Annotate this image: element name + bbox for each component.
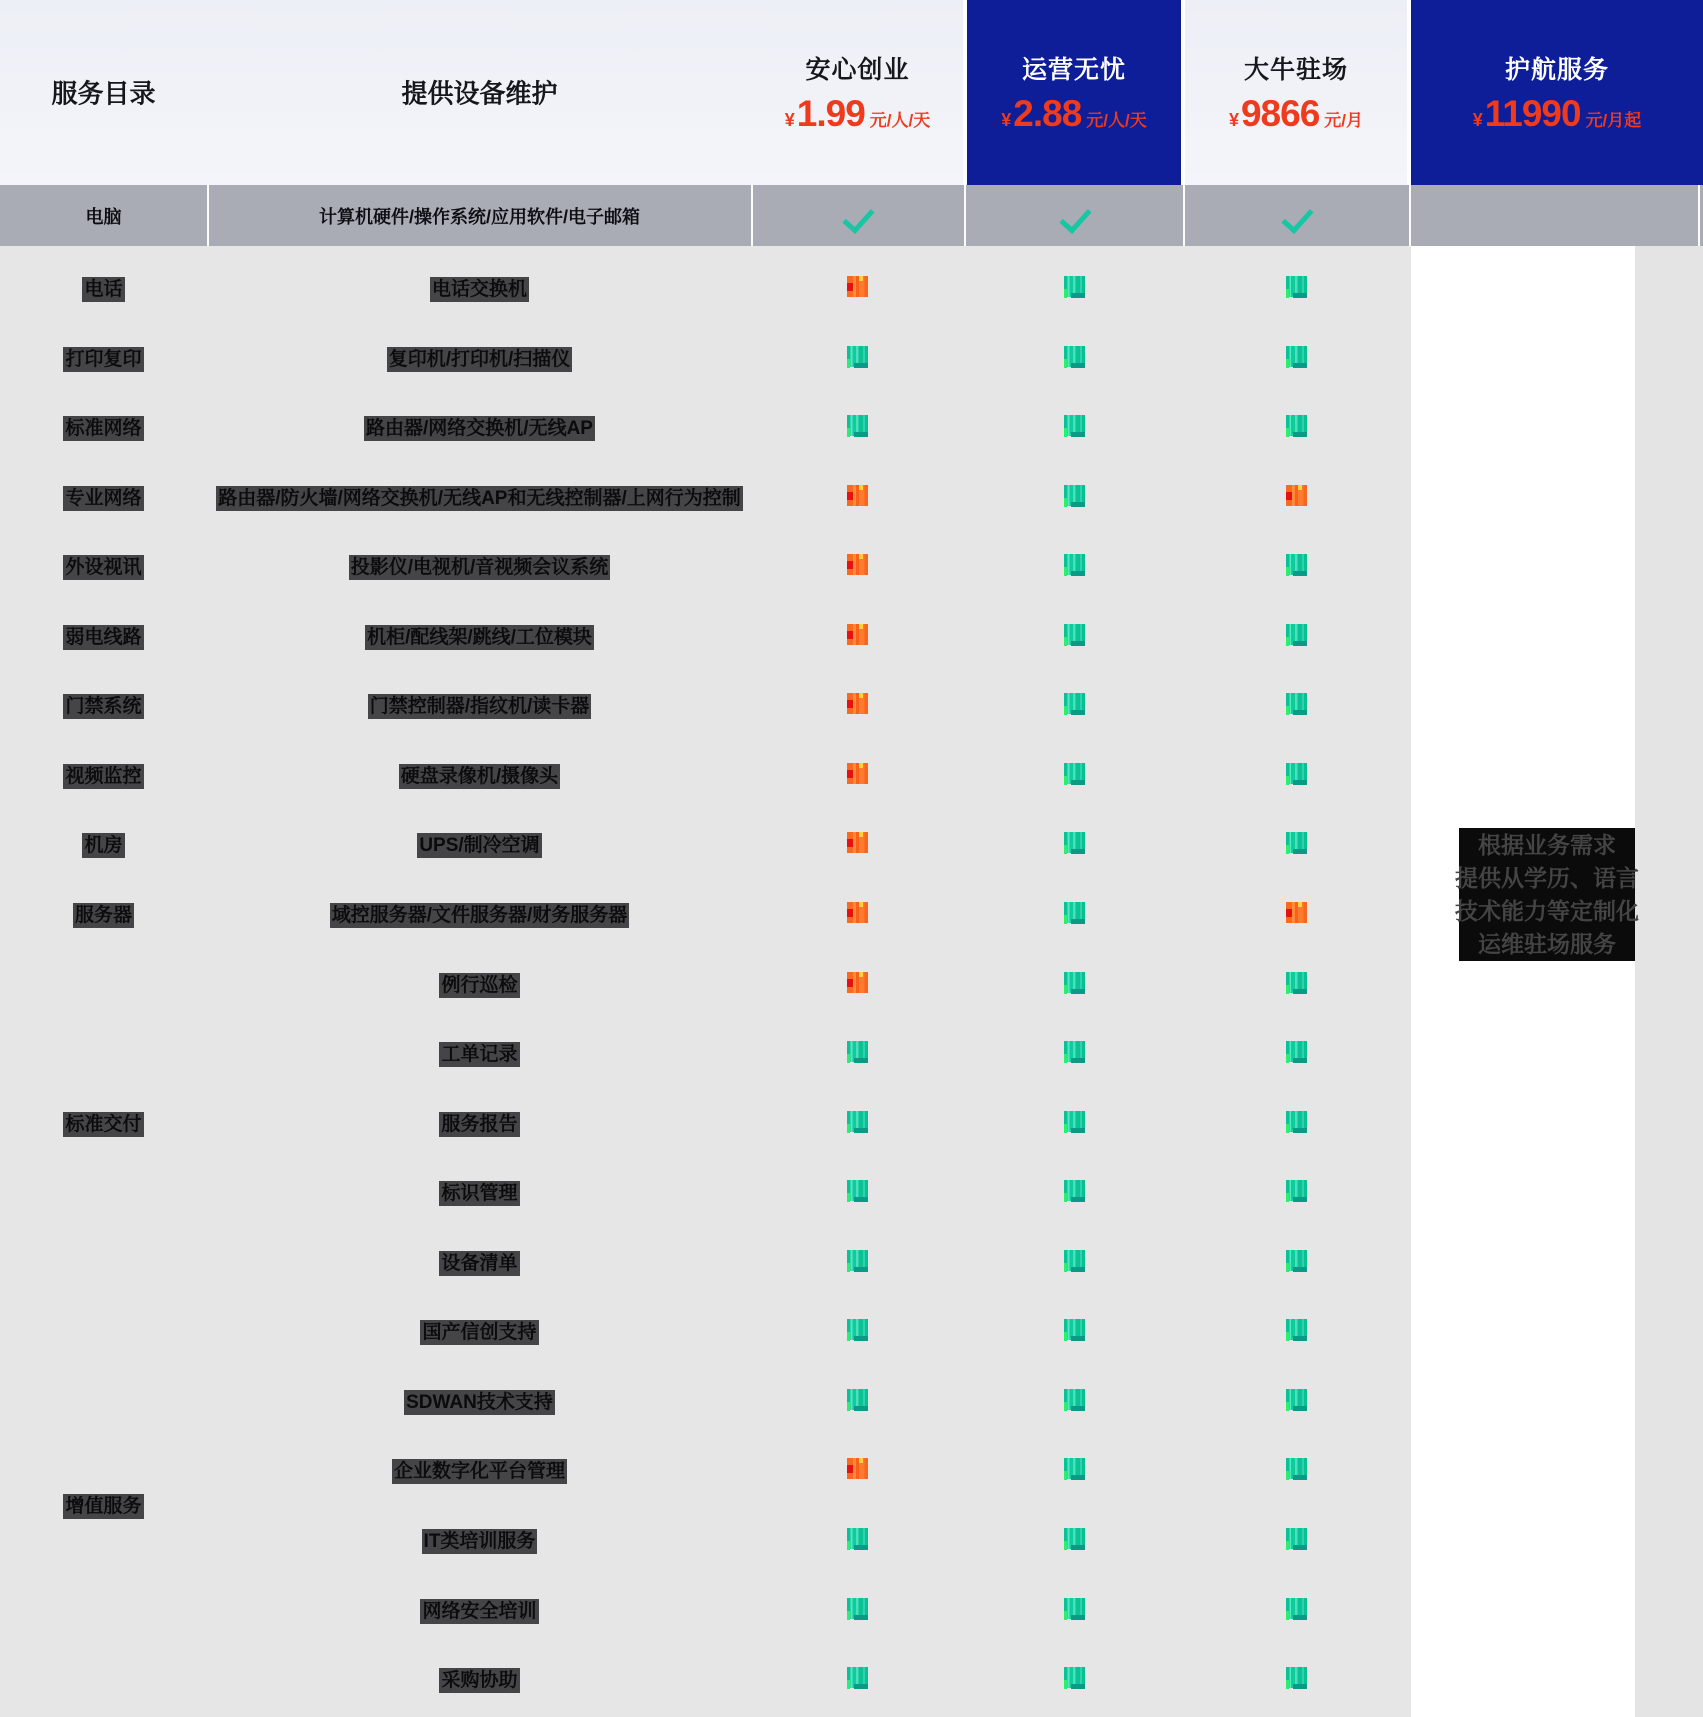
table-row: [0, 881, 1703, 951]
check-icon: [1286, 1180, 1307, 1201]
description-text: 复印机/打印机/扫描仪: [388, 348, 571, 370]
check-icon: [1286, 1458, 1307, 1479]
currency-symbol: ¥: [1228, 110, 1239, 131]
check-icon: [1064, 1458, 1085, 1479]
row-group-label: [0, 1114, 207, 1136]
plan-card-daniuzhuchang[interactable]: [1185, 0, 1407, 185]
category-label: [0, 557, 207, 579]
column-header-equipment-maintenance: 提供设备维护: [401, 78, 558, 109]
description-text: UPS/制冷空调: [419, 835, 540, 857]
check-icon: [1286, 1111, 1307, 1132]
check-icon: [1286, 1528, 1307, 1549]
equipment-description: [207, 1392, 752, 1414]
note-line: 技术能力等定制化: [1455, 897, 1639, 924]
plan-price: [752, 93, 963, 135]
equipment-description: [207, 835, 752, 857]
equipment-description: [207, 488, 752, 510]
table-row: [0, 1020, 1703, 1090]
table-row: [0, 812, 1703, 882]
check-icon: [847, 1041, 868, 1062]
price-amount: 9866: [1240, 93, 1320, 135]
equipment-description: [207, 557, 752, 579]
check-icon: [1064, 485, 1085, 506]
price-unit: 元/月起: [1585, 111, 1642, 131]
table-row: [0, 1646, 1703, 1716]
equipment-description: 计算机硬件/操作系统/应用软件/电子邮箱: [318, 206, 640, 227]
category-text: 外设视讯: [65, 557, 142, 579]
check-icon: [1064, 763, 1085, 784]
price-unit: 元/人/天: [869, 111, 931, 131]
check-icon: [1286, 1250, 1307, 1271]
equipment-description: [207, 1183, 752, 1205]
category-label: [0, 766, 207, 788]
cross-icon: [847, 693, 868, 714]
description-text: 机柜/配线架/跳线/工位模块: [367, 626, 592, 648]
table-row: [0, 1368, 1703, 1438]
check-icon: [1286, 276, 1307, 297]
description-text: 硬盘录像机/摄像头: [400, 765, 559, 787]
check-icon: [1286, 832, 1307, 853]
note-line: 根据业务需求: [1478, 831, 1616, 858]
check-icon: [1064, 693, 1085, 714]
column-divider: [1698, 185, 1700, 246]
check-icon: [1064, 1041, 1085, 1062]
equipment-description: [207, 1044, 752, 1066]
check-icon: [847, 1319, 868, 1340]
check-icon: [1286, 972, 1307, 993]
table-row: [0, 1438, 1703, 1508]
cross-icon: [847, 902, 868, 923]
check-icon: [1064, 1598, 1085, 1619]
category-text: 服务器: [74, 905, 132, 927]
column-divider: [964, 185, 966, 246]
description-text: 域控服务器/文件服务器/财务服务器: [331, 905, 628, 927]
category-label: [0, 905, 207, 927]
check-icon: [1064, 1111, 1085, 1132]
category-label: [0, 488, 207, 510]
plan-price: [1411, 93, 1703, 135]
price-amount: 2.88: [1013, 93, 1082, 135]
cross-icon: [847, 832, 868, 853]
description-text: 服务报告: [441, 1113, 518, 1135]
equipment-description: [207, 1461, 752, 1483]
table-row: [0, 1299, 1703, 1369]
category-text: 电话: [84, 279, 123, 301]
equipment-description: [207, 905, 752, 927]
check-icon: [1064, 1180, 1085, 1201]
equipment-description: [207, 418, 752, 440]
check-icon: [842, 201, 874, 234]
plan-card-huhangfuwu[interactable]: [1411, 0, 1703, 185]
equipment-description: [207, 1253, 752, 1275]
check-icon: [847, 415, 868, 436]
check-icon: [847, 1180, 868, 1201]
table-row: [0, 673, 1703, 743]
description-text: 设备清单: [441, 1252, 518, 1274]
table-row: [0, 1159, 1703, 1229]
cross-icon: [847, 763, 868, 784]
check-icon: [1286, 1041, 1307, 1062]
table-row: [0, 1090, 1703, 1160]
equipment-description: [207, 627, 752, 649]
check-icon: [1064, 832, 1085, 853]
check-icon: [1064, 1389, 1085, 1410]
cross-icon: [1286, 485, 1307, 506]
category-label: [0, 627, 207, 649]
category-label: [0, 696, 207, 718]
price-amount: 1.99: [796, 93, 865, 135]
check-icon: [847, 1111, 868, 1132]
table-row: [0, 255, 1703, 325]
currency-symbol: ¥: [784, 110, 795, 131]
equipment-description: [207, 1322, 752, 1344]
equipment-description: [207, 349, 752, 371]
equipment-description: [207, 696, 752, 718]
category-label: [0, 349, 207, 371]
check-icon: [847, 1528, 868, 1549]
check-icon: [1286, 693, 1307, 714]
cross-icon: [847, 972, 868, 993]
description-text: 门禁控制器/指纹机/读卡器: [369, 696, 590, 718]
table-row: [0, 951, 1703, 1021]
check-icon: [847, 1667, 868, 1688]
check-icon: [1064, 554, 1085, 575]
table-row: [0, 1229, 1703, 1299]
group-label-text: 增值服务: [65, 1496, 142, 1518]
description-text: 路由器/防火墙/网络交换机/无线AP和无线控制器/上网行为控制: [218, 487, 741, 509]
check-icon: [1281, 201, 1313, 234]
price-amount: 11990: [1484, 93, 1581, 135]
check-icon: [847, 346, 868, 367]
equipment-description: [207, 1670, 752, 1692]
category-label: [0, 835, 207, 857]
table-header: [0, 0, 1703, 185]
check-icon: [847, 1389, 868, 1410]
cross-icon: [847, 624, 868, 645]
cross-icon: [847, 485, 868, 506]
check-icon: [1286, 346, 1307, 367]
check-icon: [1064, 346, 1085, 367]
cross-icon: [1286, 902, 1307, 923]
category-text: 门禁系统: [65, 696, 142, 718]
check-icon: [847, 1598, 868, 1619]
check-icon: [1064, 1319, 1085, 1340]
check-icon: [1059, 201, 1091, 234]
equipment-description: [207, 1114, 752, 1136]
column-divider: [1409, 185, 1411, 246]
description-text: 国产信创支持: [422, 1322, 537, 1344]
equipment-description: [207, 279, 752, 301]
check-icon: [1064, 972, 1085, 993]
column-header-service-catalog: 服务目录: [51, 78, 156, 109]
table-row: [0, 1507, 1703, 1577]
description-text: 电话交换机: [431, 279, 527, 301]
table-row: [0, 603, 1703, 673]
table-row: [0, 534, 1703, 604]
check-icon: [1064, 415, 1085, 436]
category-label: 电脑: [85, 206, 122, 227]
description-text: 工单记录: [441, 1044, 518, 1066]
plan-name: 大牛驻场: [1243, 56, 1348, 84]
description-text: SDWAN技术支持: [406, 1391, 553, 1413]
check-icon: [1286, 1389, 1307, 1410]
group-label-text: 标准交付: [65, 1113, 142, 1135]
table-row: [0, 742, 1703, 812]
currency-symbol: ¥: [1472, 110, 1483, 131]
cross-icon: [847, 276, 868, 297]
note-line: 运维驻场服务: [1478, 930, 1616, 957]
check-icon: [1286, 763, 1307, 784]
check-icon: [1064, 624, 1085, 645]
check-icon: [1286, 415, 1307, 436]
category-text: 机房: [84, 835, 123, 857]
check-icon: [1064, 1528, 1085, 1549]
cross-icon: [847, 1458, 868, 1479]
price-unit: 元/人/天: [1086, 111, 1147, 131]
equipment-description: [207, 1601, 752, 1623]
table-row: [0, 394, 1703, 464]
category-label: [0, 418, 207, 440]
category-text: 视频监控: [65, 765, 142, 787]
check-icon: [1064, 902, 1085, 923]
currency-symbol: ¥: [1001, 110, 1012, 131]
check-icon: [1286, 1319, 1307, 1340]
equipment-description: [207, 766, 752, 788]
plan-price: [967, 93, 1181, 135]
description-text: IT类培训服务: [423, 1530, 536, 1552]
check-icon: [1286, 1667, 1307, 1688]
check-icon: [1064, 1667, 1085, 1688]
equipment-description: [207, 975, 752, 997]
equipment-description: [207, 1531, 752, 1553]
cross-icon: [847, 554, 868, 575]
note-line: 提供从学历、语言: [1455, 864, 1639, 891]
plan-name: 安心创业: [805, 56, 910, 84]
category-text: 专业网络: [65, 487, 142, 509]
table-row: [0, 464, 1703, 534]
plan-card-anxinchuangye[interactable]: [752, 0, 963, 185]
description-text: 采购协助: [441, 1670, 518, 1692]
plan-price: [1185, 93, 1407, 135]
category-text: 弱电线路: [65, 626, 142, 648]
check-icon: [1064, 1250, 1085, 1271]
check-icon: [1286, 1598, 1307, 1619]
description-text: 企业数字化平台管理: [393, 1461, 565, 1483]
description-text: 网络安全培训: [422, 1600, 537, 1622]
check-icon: [847, 1250, 868, 1271]
table-body: [0, 246, 1703, 1717]
table-row: [0, 325, 1703, 395]
row-group-label: [0, 1496, 207, 1518]
category-label: [0, 279, 207, 301]
plan-name: 运营无忧: [1021, 56, 1126, 84]
escort-service-note: [1455, 828, 1639, 961]
description-text: 标识管理: [441, 1183, 518, 1205]
description-text: 路由器/网络交换机/无线AP: [366, 418, 593, 440]
check-icon: [1286, 624, 1307, 645]
plan-name: 护航服务: [1504, 56, 1609, 84]
column-divider: [1183, 185, 1185, 246]
description-text: 投影仪/电视机/音视频会议系统: [350, 557, 609, 579]
description-text: 例行巡检: [441, 974, 518, 996]
price-unit: 元/月: [1324, 111, 1364, 131]
featured-row-computer: [0, 185, 1703, 246]
plan-card-yunyingwuyou[interactable]: [967, 0, 1181, 185]
category-text: 标准网络: [65, 418, 142, 440]
table-row: [0, 1577, 1703, 1647]
check-icon: [1286, 554, 1307, 575]
category-text: 打印复印: [65, 348, 142, 370]
check-icon: [1064, 276, 1085, 297]
